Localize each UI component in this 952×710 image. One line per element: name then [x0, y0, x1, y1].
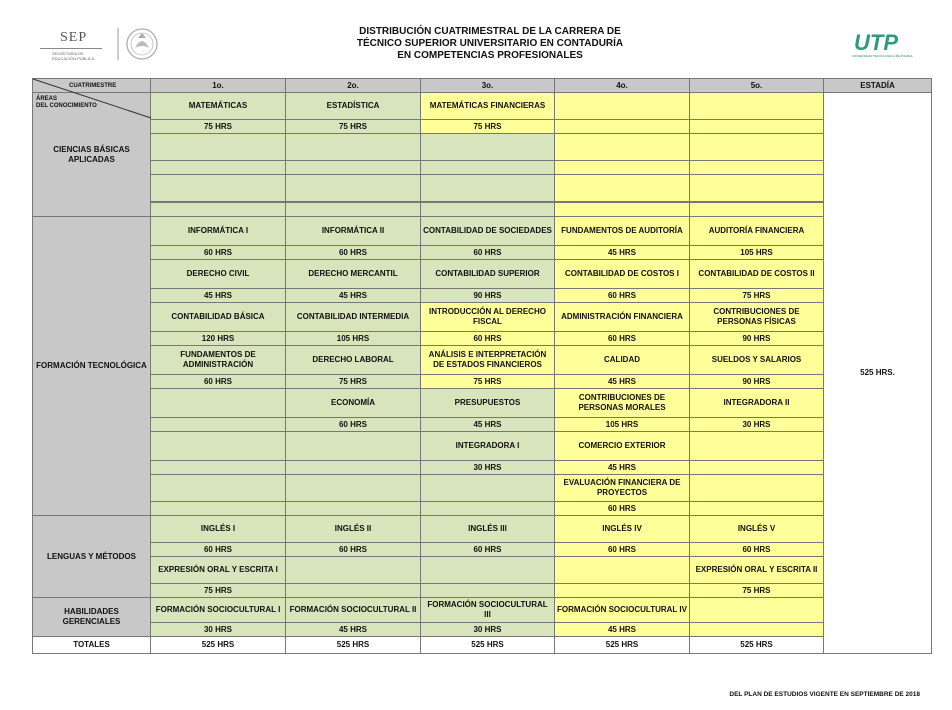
total-3: 525 HRS [421, 637, 555, 654]
hours-expresion-oral-2: 75 HRS [690, 584, 824, 598]
hours-formacion-sociocultural-4: 45 HRS [555, 623, 690, 637]
hours-expresion-oral-1: 75 HRS [151, 584, 286, 598]
subject-administracion-financiera: ADMINISTRACIÓN FINANCIERA [555, 303, 690, 332]
hours-contribuciones-personas-fisicas: 90 HRS [690, 332, 824, 346]
sep-logo-subtitle: SECRETARÍA DE EDUCACIÓN PÚBLICA [52, 51, 95, 61]
subject-derecho-mercantil: DERECHO MERCANTIL [286, 260, 421, 289]
subject-contribuciones-personas-morales: CONTRIBUCIONES DE PERSONAS MORALES [555, 389, 690, 418]
empty-cell [151, 203, 286, 217]
table-row [33, 475, 932, 502]
empty-cell [286, 461, 421, 475]
hours-formacion-sociocultural-3: 30 HRS [421, 623, 555, 637]
hours-contribuciones-personas-morales: 105 HRS [555, 418, 690, 432]
corner-label-areas [36, 96, 97, 110]
hours-ingles-2: 60 HRS [286, 543, 421, 557]
table-row [33, 93, 932, 120]
subject-contabilidad-superior: CONTABILIDAD SUPERIOR [421, 260, 555, 289]
empty-cell [690, 475, 824, 502]
empty-cell [421, 584, 555, 598]
hours-evaluacion-financiera-proyectos: 60 HRS [555, 502, 690, 516]
subject-introduccion-derecho-fiscal: INTRODUCCIÓN AL DERECHO FISCAL [421, 303, 555, 332]
subject-informatica-2: INFORMÁTICA II [286, 217, 421, 246]
table-row [33, 543, 932, 557]
column-header-estadia: ESTADÍA [824, 79, 932, 93]
area-formacion-tecnologica: FORMACIÓN TECNOLÓGICA [33, 217, 151, 516]
hours-ingles-5: 60 HRS [690, 543, 824, 557]
estadia-hours: 525 HRS. [824, 93, 932, 654]
table-row [33, 161, 932, 175]
empty-cell [555, 93, 690, 120]
area-ciencias-basicas: CIENCIAS BÁSICAS APLICADAS [33, 93, 151, 217]
empty-cell [690, 120, 824, 134]
hours-calidad: 45 HRS [555, 375, 690, 389]
table-row [33, 332, 932, 346]
curriculum-table [32, 78, 932, 654]
hours-derecho-mercantil: 45 HRS [286, 289, 421, 303]
total-1: 525 HRS [151, 637, 286, 654]
column-header-5: 5o. [690, 79, 824, 93]
subject-derecho-laboral: DERECHO LABORAL [286, 346, 421, 375]
table-row [33, 598, 932, 623]
empty-cell [421, 557, 555, 584]
subject-fundamentos-administracion: FUNDAMENTOS DE ADMINISTRACIÓN [151, 346, 286, 375]
hours-analisis-estados-financieros: 75 HRS [421, 375, 555, 389]
subject-sueldos-salarios: SUELDOS Y SALARIOS [690, 346, 824, 375]
title-line-2: TÉCNICO SUPERIOR UNIVERSITARIO EN CONTADURÍA [356, 38, 624, 49]
empty-cell [555, 134, 690, 161]
subject-integradora-2: INTEGRADORA II [690, 389, 824, 418]
table-row [33, 461, 932, 475]
empty-cell [286, 475, 421, 502]
empty-cell [555, 557, 690, 584]
empty-cell [286, 134, 421, 161]
utp-logo-text: UTP [854, 30, 898, 55]
table-row [33, 260, 932, 289]
empty-cell [555, 161, 690, 175]
table-row [33, 502, 932, 516]
table-row [33, 289, 932, 303]
header-row [33, 79, 932, 93]
subject-contabilidad-costos-1: CONTABILIDAD DE COSTOS I [555, 260, 690, 289]
subject-analisis-estados-financieros: ANÁLISIS E INTERPRETACIÓN DE ESTADOS FINANCIEROS [421, 346, 555, 375]
subject-matematicas-financieras: MATEMÁTICAS FINANCIERAS [421, 93, 555, 120]
corner-label-areas-line-2: DEL CONOCIMIENTO [36, 103, 97, 109]
plan-footnote: DEL PLAN DE ESTUDIOS VIGENTE EN SEPTIEMBRE DE 2018 [729, 691, 920, 698]
hours-auditoria-financiera: 105 HRS [690, 246, 824, 260]
mexico-coat-of-arms-icon [116, 24, 162, 64]
table-row [33, 217, 932, 246]
table-row [33, 175, 932, 202]
table-row [33, 134, 932, 161]
totals-row [33, 637, 932, 654]
totals-label: TOTALES [33, 637, 151, 654]
subject-auditoria-financiera: AUDITORÍA FINANCIERA [690, 217, 824, 246]
subject-expresion-oral-2: EXPRESIÓN ORAL Y ESCRITA II [690, 557, 824, 584]
hours-fundamentos-auditoria: 45 HRS [555, 246, 690, 260]
empty-cell [151, 418, 286, 432]
subject-comercio-exterior: COMERCIO EXTERIOR [555, 432, 690, 461]
hours-introduccion-derecho-fiscal: 60 HRS [421, 332, 555, 346]
subject-integradora-1: INTEGRADORA I [421, 432, 555, 461]
corner-label-areas-line-1: ÁREAS [36, 96, 58, 102]
empty-cell [690, 134, 824, 161]
area-lenguas-metodos: LENGUAS Y MÉTODOS [33, 516, 151, 598]
table-row [33, 246, 932, 260]
table-row [33, 375, 932, 389]
empty-cell [286, 502, 421, 516]
hours-informatica-2: 60 HRS [286, 246, 421, 260]
subject-formacion-sociocultural-4: FORMACIÓN SOCIOCULTURAL IV [555, 598, 690, 623]
empty-cell [286, 175, 421, 202]
hours-ingles-3: 60 HRS [421, 543, 555, 557]
hours-derecho-laboral: 75 HRS [286, 375, 421, 389]
hours-ingles-1: 60 HRS [151, 543, 286, 557]
hours-estadistica: 75 HRS [286, 120, 421, 134]
table-row [33, 418, 932, 432]
column-header-4: 4o. [555, 79, 690, 93]
hours-contabilidad-sociedades: 60 HRS [421, 246, 555, 260]
sep-logo-word: SEP [60, 30, 88, 45]
empty-cell [555, 203, 690, 217]
document-header [0, 0, 952, 78]
empty-cell [421, 203, 555, 217]
hours-formacion-sociocultural-2: 45 HRS [286, 623, 421, 637]
empty-cell [690, 175, 824, 202]
subject-ingles-4: INGLÉS IV [555, 516, 690, 543]
corner-label-cuatrimestre: CUATRIMESTRE [69, 83, 117, 89]
empty-cell [151, 161, 286, 175]
table-row [33, 557, 932, 584]
hours-economia: 60 HRS [286, 418, 421, 432]
empty-cell [690, 93, 824, 120]
hours-contabilidad-superior: 90 HRS [421, 289, 555, 303]
total-4: 525 HRS [555, 637, 690, 654]
area-habilidades-gerenciales: HABILIDADES GERENCIALES [33, 598, 151, 637]
sep-logo-rule [40, 48, 102, 49]
table-row [33, 584, 932, 598]
empty-cell [151, 461, 286, 475]
total-5: 525 HRS [690, 637, 824, 654]
title-line-3: EN COMPETENCIAS PROFESIONALES [397, 50, 583, 61]
subject-presupuestos: PRESUPUESTOS [421, 389, 555, 418]
empty-cell [555, 120, 690, 134]
hours-contabilidad-costos-2: 75 HRS [690, 289, 824, 303]
hours-administracion-financiera: 60 HRS [555, 332, 690, 346]
table-row [33, 516, 932, 543]
total-2: 525 HRS [286, 637, 421, 654]
utp-logo-mark-icon [852, 30, 914, 54]
empty-cell [421, 502, 555, 516]
table-row [33, 432, 932, 461]
hours-matematicas-financieras: 75 HRS [421, 120, 555, 134]
hours-comercio-exterior: 45 HRS [555, 461, 690, 475]
empty-cell [286, 432, 421, 461]
hours-presupuestos: 45 HRS [421, 418, 555, 432]
subject-economia: ECONOMÍA [286, 389, 421, 418]
hours-informatica-1: 60 HRS [151, 246, 286, 260]
subject-ingles-3: INGLÉS III [421, 516, 555, 543]
column-header-1: 1o. [151, 79, 286, 93]
subject-ingles-1: INGLÉS I [151, 516, 286, 543]
table-row [33, 303, 932, 332]
subject-expresion-oral-1: EXPRESIÓN ORAL Y ESCRITA I [151, 557, 286, 584]
subject-matematicas: MATEMÁTICAS [151, 93, 286, 120]
hours-ingles-4: 60 HRS [555, 543, 690, 557]
subject-formacion-sociocultural-2: FORMACIÓN SOCIOCULTURAL II [286, 598, 421, 623]
subject-contabilidad-costos-2: CONTABILIDAD DE COSTOS II [690, 260, 824, 289]
empty-cell [690, 502, 824, 516]
hours-matematicas: 75 HRS [151, 120, 286, 134]
document-title [290, 26, 690, 62]
subject-evaluacion-financiera-proyectos: EVALUACIÓN FINANCIERA DE PROYECTOS [555, 475, 690, 502]
hours-contabilidad-costos-1: 60 HRS [555, 289, 690, 303]
empty-cell [151, 134, 286, 161]
empty-cell [690, 461, 824, 475]
subject-contabilidad-basica: CONTABILIDAD BÁSICA [151, 303, 286, 332]
empty-cell [555, 175, 690, 202]
empty-cell [286, 557, 421, 584]
empty-cell [286, 584, 421, 598]
table-row [33, 203, 932, 217]
empty-cell [690, 161, 824, 175]
table-row [33, 120, 932, 134]
subject-formacion-sociocultural-1: FORMACIÓN SOCIOCULTURAL I [151, 598, 286, 623]
hours-contabilidad-intermedia: 105 HRS [286, 332, 421, 346]
empty-cell [286, 161, 421, 175]
hours-formacion-sociocultural-1: 30 HRS [151, 623, 286, 637]
subject-contribuciones-personas-fisicas: CONTRIBUCIONES DE PERSONAS FÍSICAS [690, 303, 824, 332]
corner-cell [33, 79, 151, 109]
title-line-1: DISTRIBUCIÓN CUATRIMESTRAL DE LA CARRERA DE [359, 26, 621, 37]
subject-derecho-civil: DERECHO CIVIL [151, 260, 286, 289]
utp-logo [852, 30, 914, 66]
hours-integradora-2: 30 HRS [690, 418, 824, 432]
empty-cell [690, 598, 824, 623]
hours-derecho-civil: 45 HRS [151, 289, 286, 303]
empty-cell [151, 475, 286, 502]
hours-fundamentos-administracion: 60 HRS [151, 375, 286, 389]
empty-cell [421, 475, 555, 502]
subject-estadistica: ESTADÍSTICA [286, 93, 421, 120]
empty-cell [151, 502, 286, 516]
subject-fundamentos-auditoria: FUNDAMENTOS DE AUDITORÍA [555, 217, 690, 246]
empty-cell [555, 584, 690, 598]
empty-cell [421, 161, 555, 175]
empty-cell [421, 134, 555, 161]
hours-sueldos-salarios: 90 HRS [690, 375, 824, 389]
subject-ingles-5: INGLÉS V [690, 516, 824, 543]
column-header-2: 2o. [286, 79, 421, 93]
empty-cell [690, 623, 824, 637]
subject-contabilidad-sociedades: CONTABILIDAD DE SOCIEDADES [421, 217, 555, 246]
utp-logo-tagline: UNIVERSIDAD TECNOLÓGICA DE PUEBLA [852, 54, 913, 58]
table-row [33, 346, 932, 375]
subject-ingles-2: INGLÉS II [286, 516, 421, 543]
empty-cell [151, 389, 286, 418]
hours-contabilidad-basica: 120 HRS [151, 332, 286, 346]
empty-cell [690, 432, 824, 461]
hours-integradora-1: 30 HRS [421, 461, 555, 475]
empty-cell [151, 175, 286, 202]
empty-cell [421, 175, 555, 202]
empty-cell [690, 203, 824, 217]
subject-informatica-1: INFORMÁTICA I [151, 217, 286, 246]
subject-contabilidad-intermedia: CONTABILIDAD INTERMEDIA [286, 303, 421, 332]
empty-cell [151, 432, 286, 461]
empty-cell [286, 203, 421, 217]
table-row [33, 389, 932, 418]
column-header-3: 3o. [421, 79, 555, 93]
subject-calidad: CALIDAD [555, 346, 690, 375]
subject-formacion-sociocultural-3: FORMACIÓN SOCIOCULTURAL III [421, 598, 555, 623]
table-row [33, 623, 932, 637]
